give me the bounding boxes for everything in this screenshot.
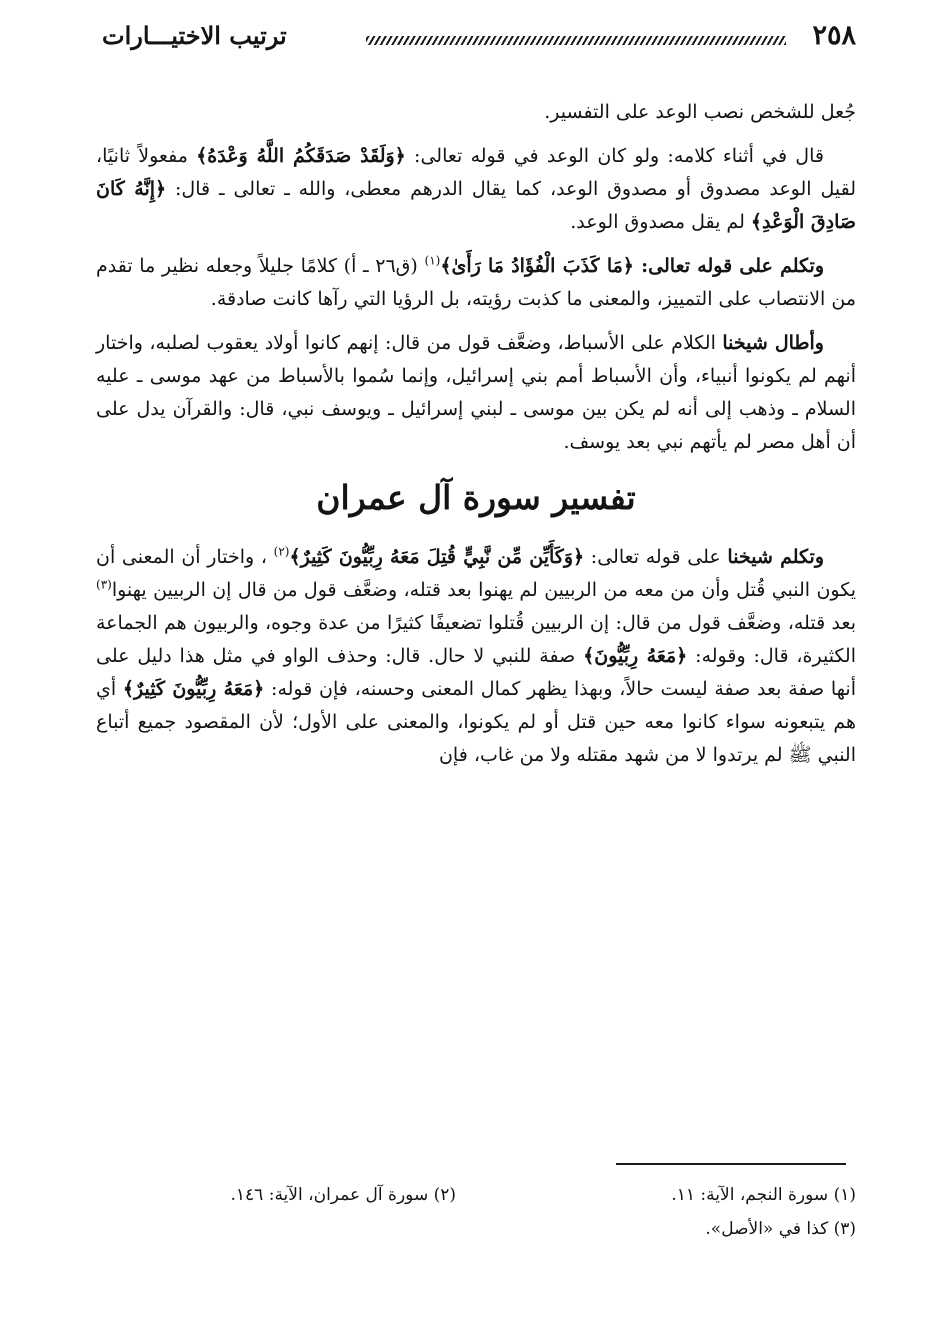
footnote-ref: (١) bbox=[424, 253, 441, 268]
paragraph-1: جُعل للشخص نصب الوعد على التفسير. bbox=[544, 101, 856, 123]
quran-verse: ﴿مَا كَذَبَ الْفُؤَادُ مَا رَأَىٰ﴾ bbox=[440, 255, 634, 277]
footnote-3: (٣) كذا في «الأصل». bbox=[705, 1219, 856, 1239]
header-ornament-rule bbox=[366, 36, 786, 45]
quran-verse: ﴿إِنَّهُ كَانَ صَادِقَ الْوَعْدِ﴾ bbox=[96, 178, 856, 233]
main-text bbox=[96, 96, 856, 783]
lead-phrase: وتكلم شيخنا bbox=[727, 546, 824, 568]
footnote-ref: (٢) bbox=[273, 544, 290, 559]
footnote-row bbox=[96, 1212, 856, 1246]
quran-verse: ﴿مَعَهُ رِبِّيُّونَ كَثِيرٌ﴾ bbox=[122, 678, 265, 700]
lead-phrase: وأطال شيخنا bbox=[722, 332, 824, 354]
quran-verse: ﴿مَعَهُ رِبِّيُّونَ﴾ bbox=[583, 645, 688, 667]
paragraph-3: وتكلم على قوله تعالى: ﴿مَا كَذَبَ الْفُؤَادُ مَا رَأَىٰ﴾$^{(١)}$ (ق٢٦ ـ أ) كلامًا جليلاً وجعله نظير ما تقدم من الانتصاب على التمييز، والمعنى ما كذبت رؤيته، بل الرؤيا التي رآها كانت صادقة. bbox=[96, 253, 856, 310]
footnote-1: (١) سورة النجم، الآية: ١١. bbox=[671, 1185, 856, 1205]
footnotes bbox=[96, 1178, 856, 1246]
paragraph-4: وأطال شيخنا الكلام على الأسباط، وضعَّف قول من قال: إنهم كانوا أولاد يعقوب لصلبه، واختار أنهم لم يكونوا أنبياء، وأن الأسباط أمم بني إسرائيل، وإنما سُموا بالأسباط من عهد موسى ـ عليه السلام ـ وذهب إلى أنه لم يكن بين موسى ـ لبني إسرائيل ـ ويوسف نبي، قال: والقرآن يدل على أن أهل مصر لم يأتهم نبي بعد يوسف. bbox=[96, 332, 856, 453]
footnote-2: (٢) سورة آل عمران، الآية: ١٤٦. bbox=[230, 1185, 456, 1205]
footnote-ref: (٣) bbox=[96, 577, 112, 592]
footnote-separator bbox=[616, 1163, 846, 1165]
footnote-row bbox=[96, 1178, 856, 1212]
page-number: ٢٥٨ bbox=[812, 20, 856, 51]
running-title: ترتيب الاختيـــارات bbox=[102, 21, 287, 50]
paragraph-2: قال في أثناء كلامه: ولو كان الوعد في قوله تعالى: ﴿وَلَقَدْ صَدَقَكُمُ اللَّهُ وَعْدَهُ﴾ مفعولاً ثانيًا، لقيل الوعد مصدوق أو مصدوق الوعد، كما يقال الدرهم معطى، والله ـ تعالى ـ قال: ﴿إِنَّهُ كَانَ صَادِقَ الْوَعْدِ﴾ لم يقل مصدوق الوعد. bbox=[96, 145, 856, 233]
section-title: تفسير سورة آل عمران bbox=[316, 478, 636, 517]
quran-verse: ﴿وَلَقَدْ صَدَقَكُمُ اللَّهُ وَعْدَهُ﴾ bbox=[196, 145, 406, 167]
page-header bbox=[96, 14, 856, 58]
paragraph-5: وتكلم شيخنا على قوله تعالى: ﴿وَكَأَيِّن مِّن نَّبِيٍّ قُتِلَ مَعَهُ رِبِّيُّونَ كَثِيرٌ﴾$^{(٢)}$ ، واختار أن المعنى أن يكون النبي قُتل وأن من معه من الربيين لم يهنوا بعد قتله، وضعَّف قول من قال إن الربيين يهنوا$^{(٣)}$ بعد قتله، وضعَّف قول من قال: إن الربيين قُتلوا تضعيفًا كثيرًا من عدة وجوه، والربيون هم الجماعة الكثيرة، قال: وقوله: ﴿مَعَهُ رِبِّيُّونَ﴾ صفة للنبي لا حال. قال: وحذف الواو في مثل هذا دليل على أنها صفة بعد صفة ليست حالاً، وبهذا يظهر كمال المعنى وحسنه، فإن قوله: ﴿مَعَهُ رِبِّيُّونَ كَثِيرٌ﴾ أي هم يتبعونه سواء كانوا معه حين قتل أو لم يكونوا، والمعنى على الأول؛ لأن المقصود جميع أتباع النبي ﷺ لم يرتدوا لا من شهد مقتله ولا من غاب، فإن bbox=[96, 544, 856, 766]
quran-verse: ﴿وَكَأَيِّن مِّن نَّبِيٍّ قُتِلَ مَعَهُ رِبِّيُّونَ كَثِيرٌ﴾ bbox=[289, 546, 585, 568]
